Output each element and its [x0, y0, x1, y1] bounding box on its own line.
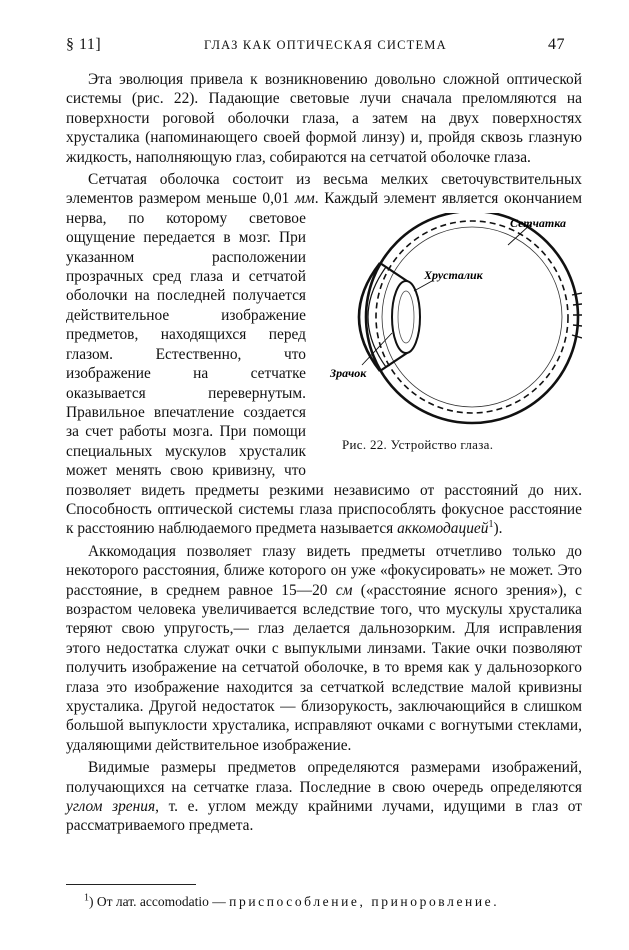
lens — [392, 281, 420, 353]
cornea — [359, 263, 380, 371]
eye-figure — [320, 213, 582, 461]
footnote-text-b: приспособление, приноровление. — [229, 894, 500, 909]
p4-text-a: Видимые размеры предметов определяются размерами изображений, получающихся на сетчатке глаза. Последние в свою очередь определяются — [66, 759, 582, 796]
p2-text-a: Сетчатая оболочка состоит из весьма мелких светочувствительных элементов размером меньше 0,01 — [66, 171, 582, 208]
lens-leader — [414, 281, 432, 291]
paragraph-1: Эта эволюция привела к возникновению довольно сложной оптической системы (рис. 22). Падающие световые лучи сначала преломляются на поверхности роговой оболочки глаза, а затем на двух поверхностях хрусталика (напоминающего своей формой линзу) и, пройдя сквозь глазную жидкость, наполняющую глаз, собираются на сетчатой оболочке глаза. — [66, 71, 582, 166]
label-lens: Хрусталик — [424, 267, 483, 282]
figure-caption: Рис. 22. Устройство глаза. — [342, 436, 494, 452]
footnote-marker: 1 — [84, 892, 89, 904]
p3-text-a: Аккомодация позволяет глазу видеть предметы отчетливо только до некоторого расстояния, ближе которого он уже «фокусировать» не может. Это расстояние, в среднем равное 15—20 — [66, 542, 582, 599]
page-header — [0, 36, 629, 58]
body-text — [66, 70, 582, 836]
p2-text-b: . Каждый элемент является окончанием нерва, по которому световое ощущение передается в мозг. При указанном расположении прозрачных сред глаза и сетчатой оболочки на последней получается действительное изображение предметов, находящихся перед глазом. Естественно, что изображение на сетчатке оказывается перевернутым. Правильное впечатление создается за счет работы мозга. При помощи специальных мускулов хрусталик может менять свою кривизну, что позволяет видеть предметы резкими независимо от расстояний до них. Способность оптической системы глаза приспособлять фокусное расстояние к расстоянию наблюдаемого предмета называется — [66, 190, 582, 538]
p2-text-c: ). — [493, 520, 503, 538]
paragraph-2 — [66, 170, 582, 539]
p4-text-b: , т. е. углом между крайними лучами, идущими в глаз от рассматриваемого предмета. — [66, 798, 582, 835]
label-pupil: Зрачок — [330, 365, 367, 380]
p3-text-b: («расстояние ясного зрения»), с возрастом человека увеличивается вследствие того, что мускулы хрусталика теряют свою упругость,— глаз делается дальнозорким. Для исправления этого недостатка служат очки с выпуклыми линзами. Такие очки позволяют получить изображение на сетчатой оболочке, в то время как у дальнозоркого глаза это изображение находится за сетчаткой вследствие малой кривизны хрусталика. Другой недостаток — близорукость, заключающийся в слишком большой выпуклости хрусталика, исправляют очками с вогнутыми стеклами, удаляющими действительное изображение. — [66, 581, 582, 754]
p2-unit: мм — [295, 190, 315, 208]
eye-diagram — [320, 213, 582, 433]
footnote-ref: 1 — [488, 519, 494, 531]
section-number: § 11] — [66, 36, 102, 53]
footnote-text-a: ) От лат. accomodatio — — [89, 894, 230, 909]
footnote-divider — [66, 884, 196, 885]
footnote — [84, 893, 584, 911]
p4-term: углом зрения — [66, 798, 156, 816]
label-retina: Сетчатка — [510, 215, 567, 230]
running-title: ГЛАЗ КАК ОПТИЧЕСКАЯ СИСТЕМА — [204, 38, 447, 52]
page-number: 47 — [548, 36, 565, 53]
paragraph-4 — [66, 758, 582, 836]
p3-unit: см — [335, 581, 353, 599]
p2-term: аккомодацией — [397, 520, 489, 538]
paragraph-3 — [66, 542, 582, 755]
